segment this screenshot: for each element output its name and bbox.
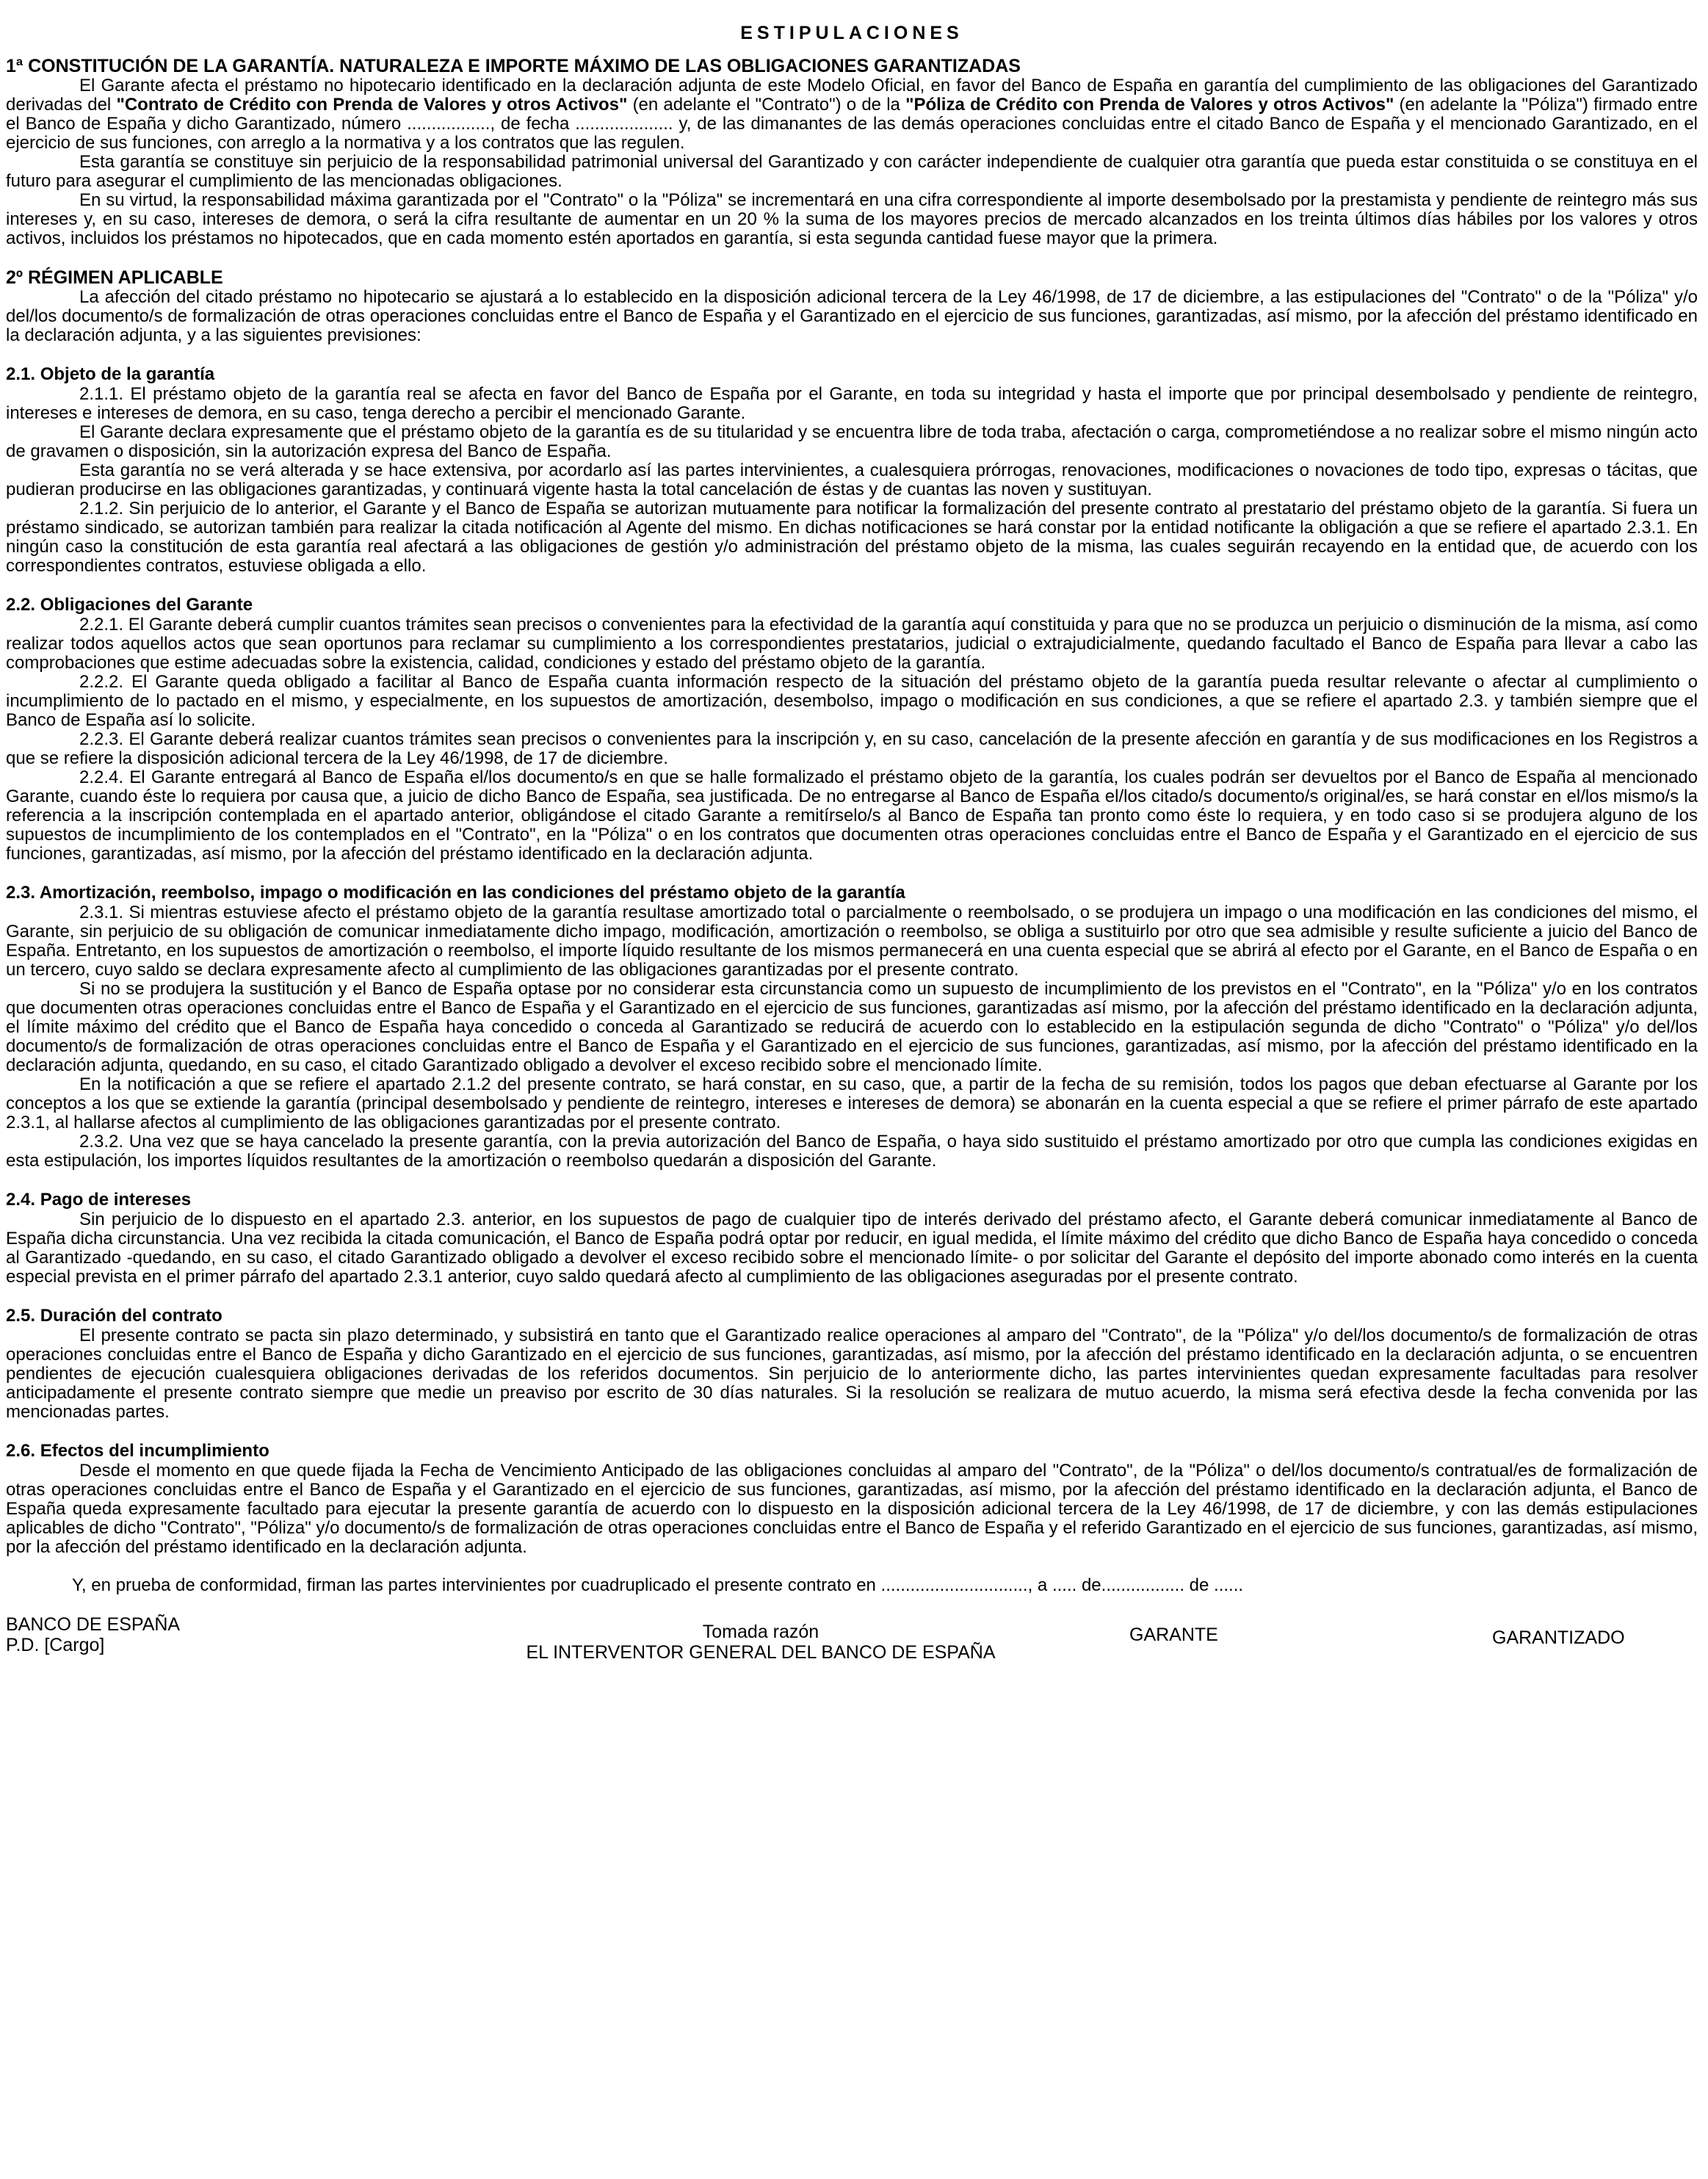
section-constitucion <box>6 56 1698 248</box>
closing-statement: Y, en prueba de conformidad, firman las partes intervinientes por cuadruplicado el presente contrato en .............................., a ..... de................. de ...... <box>72 1575 1244 1595</box>
paragraph: La afección del citado préstamo no hipotecario se ajustará a lo establecido en la disposición adicional tercera de la Ley 46/1998, de 17 de diciembre, a las estipulaciones del "Contrato" o de la "Póliza" y/o del/los documento/s de formalización de otras operaciones concluidas entre el Banco de España y el Garantizado en el ejercicio de sus funciones, garantizadas, así mismo, por la afección del préstamo identificado en la declaración adjunta, y a las siguientes previsiones: <box>6 287 1698 345</box>
paragraph: Si no se produjera la sustitución y el Banco de España optase por no considerar esta circunstancia como un supuesto de incumplimiento de los previstos en el "Contrato", en la "Póliza" y/o en los contratos que documenten otras operaciones concluidas entre el Banco de España y el Garantizado en el ejercicio de sus funciones, garantizadas así mismo, por la afección del préstamo identificado en la declaración adjunta, el límite máximo del crédito que el Banco de España haya concedido o conceda al Garantizado se reducirá de acuerdo con lo establecido en la estipulación segunda de dicho "Contrato" o "Póliza" y/o del/los documento/s de formalización de otras operaciones concluidas entre el Banco de España y el Garantizado en el ejercicio de sus funciones, garantizadas, así mismo, por la afección del préstamo identificado en la declaración adjunta, quedando, en su caso, el citado Garantizado obligado a devolver el exceso recibido sobre el mencionado límite. <box>6 979 1698 1075</box>
bank-cargo: P.D. [Cargo] <box>6 1635 105 1655</box>
tomada-razon: Tomada razón <box>702 1622 819 1642</box>
section-regimen-aplicable <box>6 267 1698 345</box>
section-heading: 2º RÉGIMEN APLICABLE <box>6 267 223 288</box>
section-heading: 2.3. Amortización, reembolso, impago o modificación en las condiciones del préstamo objeto de la garantía <box>6 883 905 903</box>
paragraph: 2.1.2. Sin perjuicio de lo anterior, el Garante y el Banco de España se autorizan mutuamente para notificar la formalización del presente contrato al prestatario del préstamo objeto de la garantía. Si fuera un préstamo sindicado, se autorizan también para realizar la citada notificación al Agente del mismo. En dichas notificaciones se hará constar por la entidad notificante la obligación a que se refiere el apartado 2.3.1. En ningún caso la constitución de esta garantía real afectará a las obligaciones de gestión y/o administración del préstamo objeto de la misma, las cuales seguirán recayendo en la entidad que, de acuerdo con los correspondientes contratos, estuviese obligada a ello. <box>6 499 1698 576</box>
signature-garantizado <box>1492 1627 1625 1648</box>
paragraph: Desde el momento en que quede fijada la Fecha de Vencimiento Anticipado de las obligaciones concluidas al amparo del "Contrato", de la "Póliza" o del/los documento/s contratual/es de formalización de otras operaciones concluidas entre el Banco de España y el Garantizado en el ejercicio de sus funciones, garantizadas, así mismo, por la afección del préstamo identificado en la declaración adjunta, el Banco de España queda expresamente facultado para ejecutar la presente garantía de acuerdo con lo dispuesto en la disposición adicional tercera de la Ley 46/1998, de 17 de diciembre, y con las demás estipulaciones aplicables de dicho "Contrato", "Póliza" y/o documento/s de formalización de otras operaciones concluidas entre el Banco de España y el referido Garantizado en el ejercicio de sus funciones, garantizadas, así mismo, por la afección del préstamo identificado en la declaración adjunta. <box>6 1461 1698 1557</box>
section-pago-intereses <box>6 1190 1698 1287</box>
paragraph: Esta garantía no se verá alterada y se hace extensiva, por acordarlo así las partes intervinientes, a cualesquiera prórrogas, renovaciones, modificaciones o novaciones de todo tipo, expresas o tácitas, que pudieran producirse en las obligaciones garantizadas, y continuará vigente hasta la total cancelación de éstas y de cuantas las noven y sustituyan. <box>6 460 1698 499</box>
paragraph: 2.2.2. El Garante queda obligado a facilitar al Banco de España cuanta información respecto de la situación del préstamo objeto de la garantía pueda resultar relevante o afectar al cumplimiento o incumplimiento de lo pactado en el mismo, y especialmente, en los supuestos de amortización, desembolso, impago o modificación en sus condiciones, a que se refiere el apartado 2.3. y también siempre que el Banco de España así lo solicite. <box>6 672 1698 730</box>
section-obligaciones-garante <box>6 595 1698 864</box>
paragraph: Sin perjuicio de lo dispuesto en el apartado 2.3. anterior, en los supuestos de pago de cualquier tipo de interés derivado del préstamo afecto, el Garante deberá comunicar inmediatamente al Banco de España dicha circunstancia. Una vez recibida la citada comunicación, el Banco de España podrá optar por reducir, en igual medida, el límite máximo del crédito que dicho Banco de España haya concedido o conceda al Garantizado -quedando, en su caso, el citado Garantizado obligado a devolver el exceso recibido sobre el mencionado límite- o por solicitar del Garante el depósito del importe abonado como interés en la cuenta especial prevista en el primer párrafo del apartado 2.3.1 anterior, cuyo saldo quedará afecto al cumplimiento de las obligaciones aseguradas por el presente contrato. <box>6 1210 1698 1287</box>
section-objeto-garantia <box>6 364 1698 576</box>
section-heading: 2.2. Obligaciones del Garante <box>6 595 253 615</box>
paragraph: El presente contrato se pacta sin plazo determinado, y subsistirá en tanto que el Garantizado realice operaciones al amparo del "Contrato", de la "Póliza" y/o del/los documento/s de formalización de otras operaciones concluidas entre el Banco de España y dicho Garantizado en el ejercicio de sus funciones, garantizadas, así mismo, por la afección del préstamo identificado en la declaración adjunta, o se encuentren pendientes de ejecución cualesquiera obligaciones derivadas de los referidos documentos. Sin perjuicio de lo anteriormente dicho, las partes intervinientes quedan expresamente facultadas para resolver anticipadamente el presente contrato siempre que medie un preaviso por escrito de 30 días naturales. Si la resolución se realizara de mutuo acuerdo, la misma será efectiva desde la fecha convenida por las mencionadas partes. <box>6 1326 1698 1422</box>
paragraph: El Garante afecta el préstamo no hipotecario identificado en la declaración adjunta de este Modelo Oficial, en favor del Banco de España en garantía del cumplimiento de las obligaciones del Garantizado derivadas del "Contrato de Crédito con Prenda de Valores y otros Activos" (en adelante el "Contrato") o de la "Póliza de Crédito con Prenda de Valores y otros Activos" (en adelante la "Póliza") firmado entre el Banco de España y dicho Garantizado, número ................., de fecha .................... y, de las dimanantes de las demás operaciones concluidas entre el citado Banco de España y el mencionado Garantizado, en el ejercicio de sus funciones, con arreglo a la normativa y a los contratos que las regulen. <box>6 76 1698 153</box>
signature-block <box>6 1614 1698 1702</box>
section-heading: 2.6. Efectos del incumplimiento <box>6 1441 269 1461</box>
paragraph: 2.2.4. El Garante entregará al Banco de España el/los documento/s en que se halle formalizado el préstamo objeto de la garantía, los cuales podrán ser devueltos por el Banco de España al mencionado Garante, cuando éste lo requiera por causa que, a juicio de dicho Banco de España, sea justificada. De no entregarse al Banco de España el/los citado/s documento/s original/es, se hará constar en el/los mismo/s la referencia a la inscripción contemplada en el apartado anterior, obligándose el citado Garante a remitírselo/s al Banco de España tan pronto como éste lo requiera, y en todo caso si se produjera alguno de los supuestos de incumplimiento de los contemplados en el "Contrato", en la "Póliza" o en los contratos que documenten otras operaciones concluidas entre el Banco de España y el Garantizado en el ejercicio de sus funciones, garantizadas, así mismo, por la afección del préstamo identificado en la declaración adjunta. <box>6 767 1698 864</box>
signature-interventor <box>474 1622 1047 1663</box>
section-heading: 2.4. Pago de intereses <box>6 1190 192 1210</box>
garante-label: GARANTE <box>1129 1625 1218 1645</box>
paragraph: El Garante declara expresamente que el préstamo objeto de la garantía es de su titularidad y se encuentra libre de toda traba, afectación o carga, comprometiéndose a no realizar sobre el mismo ningún acto de gravamen o disposición, sin la autorización expresa del Banco de España. <box>6 422 1698 461</box>
paragraph: 2.2.3. El Garante deberá realizar cuantos trámites sean precisos o convenientes para la inscripción y, en su caso, cancelación de la presente afección en garantía y de sus modificaciones en los Registros a que se refiere la disposición adicional tercera de la Ley 46/1998, de 17 de diciembre. <box>6 729 1698 768</box>
section-heading: 2.5. Duración del contrato <box>6 1306 222 1326</box>
paragraph: 2.2.1. El Garante deberá cumplir cuantos trámites sean precisos o convenientes para la efectividad de la garantía aquí constituida y para que no se produzca un perjuicio o disminución de la misma, así como realizar todos aquellos actos que sean oportunos para reclamar su cumplimiento a los correspondientes prestatarios, judicial o extrajudicialmente, quedando facultado el Banco de España para llevar a cabo las comprobaciones que estime adecuadas sobre la existencia, calidad, condiciones y estado del préstamo objeto de la garantía. <box>6 615 1698 673</box>
paragraph: En su virtud, la responsabilidad máxima garantizada por el "Contrato" o la "Póliza" se incrementará en una cifra correspondiente al importe desembolsado por la prestamista y pendiente de reintegro más sus intereses y, en su caso, intereses de demora, o será la cifra resultante de aumentar en un 20 % la suma de los mayores precios de mercado alcanzados en los treinta últimos días hábiles por los valores y otros activos, incluidos los préstamos no hipotecados, que en cada momento estén aportados en garantía, si esta segunda cantidad fuese mayor que la primera. <box>6 190 1698 248</box>
section-heading: 2.1. Objeto de la garantía <box>6 364 215 384</box>
interventor-title: EL INTERVENTOR GENERAL DEL BANCO DE ESPAÑA <box>526 1642 996 1663</box>
document-page <box>6 22 1698 2174</box>
paragraph: 2.3.2. Una vez que se haya cancelado la presente garantía, con la previa autorización del Banco de España, o haya sido sustituido el préstamo amortizado por otro que cumpla las condiciones exigidas en esta estipulación, los importes líquidos resultantes de la amortización o reembolso quedarán a disposición del Garante. <box>6 1132 1698 1171</box>
section-efectos-incumplimiento <box>6 1441 1698 1557</box>
bank-name: BANCO DE ESPAÑA <box>6 1614 181 1635</box>
paragraph: En la notificación a que se refiere el apartado 2.1.2 del presente contrato, se hará constar, en su caso, que, a partir de la fecha de su remisión, todos los pagos que deban efectuarse al Garante por los conceptos a los que se extiende la garantía (principal desembolsado y pendiente de reintegro, intereses e intereses de demora) se abonarán en la cuenta especial a que se refiere el primer párrafo de este apartado 2.3.1, al hallarse afectos al cumplimiento de las obligaciones garantizadas por el presente contrato. <box>6 1074 1698 1132</box>
signature-garante <box>1129 1625 1218 1645</box>
section-heading: 1ª CONSTITUCIÓN DE LA GARANTÍA. NATURALEZA E IMPORTE MÁXIMO DE LAS OBLIGACIONES GARANTIZADAS <box>6 56 1021 76</box>
signature-banco <box>6 1614 180 1655</box>
document-title: ESTIPULACIONES <box>740 23 963 43</box>
section-amortizacion <box>6 883 1698 1171</box>
paragraph: 2.3.1. Si mientras estuviese afecto el préstamo objeto de la garantía resultase amortizado total o parcialmente o reembolsado, o se produjera un impago o una modificación en las condiciones del mismo, el Garante, sin perjuicio de su obligación de comunicar inmediatamente dicho impago, modificación, amortización o reembolso, se obliga a sustituirlo por otro que sea admisible y resulte suficiente a juicio del Banco de España. Entretanto, en los supuestos de amortización o reembolso, el importe líquido resultante de los mismos permanecerá en una cuenta especial que se abrirá al efecto por el Garante, en el Banco de España o en un tercero, cuyo saldo se declara expresamente afecto al cumplimiento de las obligaciones garantizadas por el presente contrato. <box>6 903 1698 980</box>
paragraph: 2.1.1. El préstamo objeto de la garantía real se afecta en favor del Banco de España por el Garante, en toda su integridad y hasta el importe que por principal desembolsado y pendiente de reintegro, intereses e intereses de demora, en su caso, tenga derecho a percibir el mencionado Garante. <box>6 384 1698 423</box>
garantizado-label: GARANTIZADO <box>1492 1627 1625 1648</box>
section-duracion-contrato <box>6 1306 1698 1422</box>
paragraph: Esta garantía se constituye sin perjuicio de la responsabilidad patrimonial universal del Garantizado y con carácter independiente de cualquier otra garantía que pueda estar constituida o se constituya en el futuro para asegurar el cumplimiento de las mencionadas obligaciones. <box>6 152 1698 191</box>
